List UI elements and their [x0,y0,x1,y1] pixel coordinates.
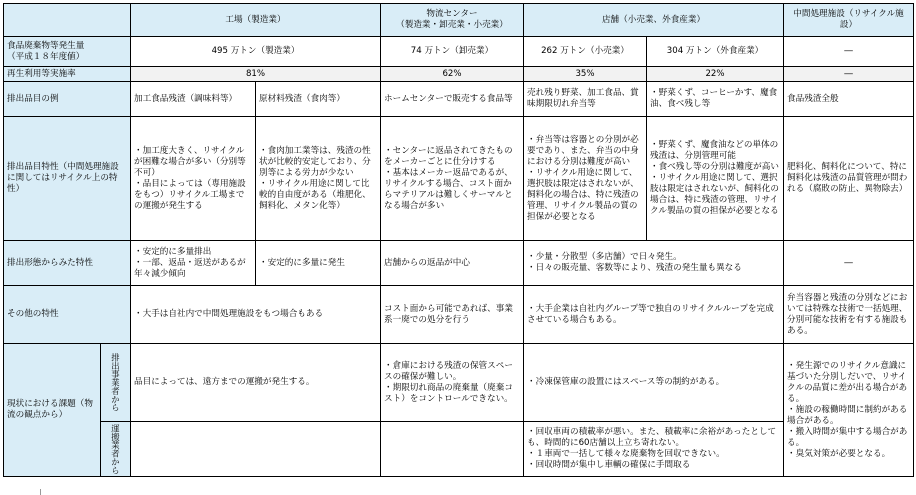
header-store: 店舗（小売業、外食産業） [524,4,784,37]
examples-facility: 食品残渣全般 [784,82,914,117]
recycle-rate-distribution: 62% [381,67,524,82]
header-corner [4,4,131,37]
examples-distribution: ホームセンターで販売する食品等 [381,82,524,117]
discharge-form-store: ・少量・分散型（多店舗）で日々発生。 ・日々の販売量、客数等により、残渣の発生量も異なる [524,241,784,286]
item-traits-raw: ・食肉加工業等は、残渣の性状が比較的安定しており、分別等による労力が少ない ・リサイクル用途に関して比較的自由度がある（堆肥化、飼料化、メタン化等） [256,117,381,241]
generation-manufacturing: 495 万トン（製造業） [131,37,381,67]
issues-shipper-manufacturing: 品目によっては、遠方までの運搬が発生する。 [131,344,381,422]
item-traits-processed: ・加工度大きく、リサイクルが困難な場合が多い（分別等不可） ・品目によっては（専用施設をもつ）リサイクル工場までの運搬が発生する [131,117,256,241]
header-row [4,4,914,37]
recycle-rate-manufacturing: 81% [131,67,381,82]
generation-food-service: 304 万トン（外食産業） [647,37,784,67]
other-traits-facility: 弁当容器と残渣の分別などにおいては特殊な技術で一括処理、分別可能な技術を有する施設もある。 [784,286,914,344]
issues-carrier-manufacturing [131,422,381,477]
item-traits-label: 排出品目特性（中間処理施設に関してはリサイクル上の特性） [4,117,131,241]
header-manufacturing: 工場（製造業） [131,4,381,37]
issues-label: 現状における課題（物流の観点から） [4,344,101,477]
examples-retail: 売れ残り野菜、加工食品、賞味期限切れ弁当等 [524,82,647,117]
discharge-form-label: 排出形態からみた特性 [4,241,131,286]
recycle-rate-retail: 35% [524,67,647,82]
generation-retail: 262 万トン（小売業） [524,37,647,67]
issues-facility: ・発生源でのリサイクル意識に基づいた分別しだいで、リサイクルの品質に差が出る場合がある。 ・施設の稼働時間に制約がある場合がある。 ・搬入時間が集中する場合がある。 ・臭気対策が必要となる。 [784,344,914,477]
issues-sub-carrier-text: 運搬業者から [110,423,121,475]
header-facility: 中間処理施設（リサイクル施設） [784,4,914,37]
recycle-rate-row [4,67,914,82]
examples-row [4,82,914,117]
issues-carrier-distribution [381,422,524,477]
item-traits-distribution: ・センターに返品されてきたものをメーカーごとに仕分けする ・基本はメーカー返品であるが、リサイクルする場合、コスト面からマテリアルは難しくサーマルとなる場合が多い [381,117,524,241]
issues-row-carrier [4,422,914,477]
issues-shipper-distribution: ・倉庫における残渣の保管スペースの確保が難しい。 ・期限切れ商品の廃棄量（廃棄コスト）をコントロールできない。 [381,344,524,422]
recycle-rate-label: 再生利用等実施率 [4,67,131,82]
examples-raw: 原材料残渣（食肉等） [256,82,381,117]
examples-processed: 加工食品残渣（調味料等） [131,82,256,117]
issues-sub-shipper-text: 排出事業者から [110,353,121,412]
discharge-form-distribution: 店舗からの返品が中心 [381,241,524,286]
header-distribution: 物流センター （製造業・卸売業・小売業） [381,4,524,37]
item-traits-facility: 肥料化、飼料化について、特に飼料化は残渣の品質管理が問われる（腐敗の防止、異物除去） [784,117,914,241]
issues-row-shipper [4,344,914,422]
page-edge-tick [40,489,42,495]
discharge-form-raw: ・安定的に多量に発生 [256,241,381,286]
issues-carrier-store: ・回収車両の積載率が悪い。また、積載率に余裕があったとしても、時間的に60店舗以上立ち寄れない。 ・１車両で一括して様々な廃棄物を回収できない。 ・回収時間が集中し車輌の確保に手間取る [524,422,784,477]
other-traits-label: その他の特性 [4,286,131,344]
other-traits-distribution: コスト面から可能であれば、事業系一廃での処分を行う [381,286,524,344]
issues-shipper-store: ・冷凍保管庫の設置にはスペース等の制約がある。 [524,344,784,422]
other-traits-store: ・大手企業は自社内グループ等で独自のリサイクルループを完成させている場合もある。 [524,286,784,344]
other-traits-row [4,286,914,344]
other-traits-manufacturing: ・大手は自社内で中間処理施設をもつ場合もある [131,286,381,344]
recycle-rate-food-service: 22% [647,67,784,82]
item-traits-row [4,117,914,241]
generation-label: 食品廃棄物等発生量 （平成１８年度値） [4,37,131,67]
food-waste-comparison-table [3,3,914,477]
generation-row [4,37,914,67]
examples-label: 排出品目の例 [4,82,131,117]
issues-sub-shipper [101,344,131,422]
recycle-rate-facility: ― [784,67,914,82]
discharge-form-facility: ― [784,241,914,286]
generation-distribution: 74 万トン（卸売業） [381,37,524,67]
discharge-form-processed: ・安定的に多量排出 ・一部、返品・返送があるが年々減少傾向 [131,241,256,286]
item-traits-food-service: ・野菜くず、魔食油などの単体の残渣は、分別管理可能 ・食べ残し等の分別は難度が高い ・リサイクル用途に関して、選択肢は限定はされないが、飼料化の場合は、特に残渣の管理、リサイクル製品の質の担保が必要となる [647,117,784,241]
generation-facility: ― [784,37,914,67]
discharge-form-row [4,241,914,286]
examples-food-service: ・野菜くず、コーヒーかす、魔食油、食べ残し等 [647,82,784,117]
issues-sub-carrier [101,422,131,477]
item-traits-retail: ・弁当等は容器との分別が必要であり、また、弁当の中身における分別は難度が高い ・リサイクル用途に関して、選択肢は限定はされないが、飼料化の場合は、特に残渣の管理、リサイクル製品の質の担保が必要となる [524,117,647,241]
